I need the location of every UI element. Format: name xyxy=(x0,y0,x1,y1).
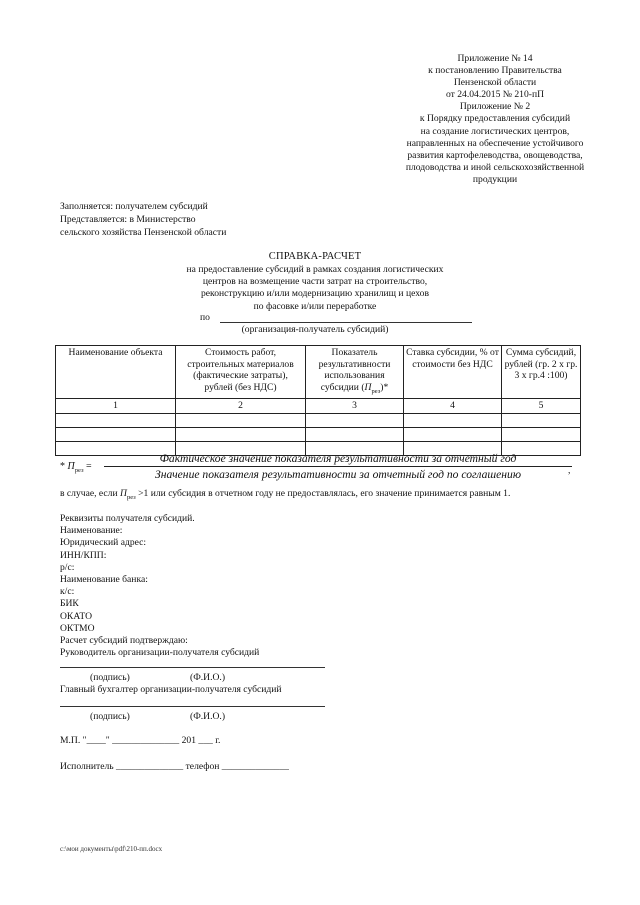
subtitle-line: на предоставление субсидий в рамках создания логистических xyxy=(186,264,444,275)
filled-by: Заполняется: получателем субсидий xyxy=(60,201,208,212)
fill-info xyxy=(60,200,226,239)
note-subscript: рез xyxy=(126,493,136,501)
performance-formula xyxy=(60,452,620,486)
table-row[interactable] xyxy=(56,427,581,441)
executor-phone-line[interactable]: Исполнитель ______________ телефон ______________ xyxy=(60,761,289,772)
organization-underline[interactable] xyxy=(220,322,472,323)
formula-denominator: Значение показателя результативности за отчетный год по соглашению xyxy=(155,468,521,481)
col-header-performance-tail: )* xyxy=(380,381,389,393)
header-line: на создание логистических центров, xyxy=(420,125,570,137)
requisites-title: Реквизиты получателя субсидий. xyxy=(60,513,195,524)
col-number: 1 xyxy=(56,399,176,414)
table-cell[interactable] xyxy=(404,427,502,441)
column-number-row xyxy=(56,399,581,414)
table-cell[interactable] xyxy=(306,413,404,427)
note-pre: в случае, если xyxy=(60,488,120,499)
header-line: Приложение № 2 xyxy=(459,101,531,113)
col-header-object: Наименование объекта xyxy=(56,346,176,399)
requisite-bank[interactable]: Наименование банка: xyxy=(60,574,148,586)
p-rez-symbol: П xyxy=(364,381,372,393)
document-subtitle xyxy=(150,264,480,313)
accountant-signature-caption: (подпись) xyxy=(90,711,130,722)
head-fio-caption: (Ф.И.О.) xyxy=(190,672,226,683)
head-signature-caption: (подпись) xyxy=(90,672,130,683)
formula-equals: = xyxy=(86,461,92,472)
p-rez-subscript: рез xyxy=(371,387,381,395)
table-cell[interactable] xyxy=(56,413,176,427)
header-line: направленных на обеспечение устойчивого xyxy=(406,137,584,149)
document-title: СПРАВКА-РАСЧЕТ xyxy=(268,251,362,262)
confirm-text: Расчет субсидий подтверждаю: xyxy=(60,635,188,647)
accountant-fio-caption: (Ф.И.О.) xyxy=(190,711,226,722)
formula-numerator: Фактическое значение показателя результативности за отчетный год xyxy=(104,452,572,467)
note-post: >1 или субсидия в отчетном году не предоставлялась, его значение принимается равным 1. xyxy=(135,488,511,499)
table-cell[interactable] xyxy=(306,427,404,441)
subtitle-line: реконструкцию и/или модернизацию хранилищ и цехов xyxy=(200,288,429,300)
col-number: 5 xyxy=(502,399,581,414)
submitted-to: Представляется: в Министерство xyxy=(60,214,196,225)
accountant-signature-line[interactable] xyxy=(60,706,325,707)
table-cell[interactable] xyxy=(176,427,306,441)
col-header-rate: Ставка субсидии, % от стоимости без НДС xyxy=(404,346,502,399)
annex-header xyxy=(360,53,630,186)
po-label: по xyxy=(200,312,210,323)
table-cell[interactable] xyxy=(56,427,176,441)
requisite-corr-account[interactable]: к/с: xyxy=(60,586,75,598)
col-header-sum: Сумма субсидий, рублей (гр. 2 х гр. 3 х гр.4 :100) xyxy=(502,346,581,399)
table-cell[interactable] xyxy=(404,413,502,427)
formula-fraction xyxy=(104,452,572,481)
col-header-performance xyxy=(306,346,404,399)
table-cell[interactable] xyxy=(502,413,581,427)
header-line: плодоводства и иной сельскохозяйственной xyxy=(405,161,585,173)
col-number: 3 xyxy=(306,399,404,414)
requisite-account[interactable]: р/с: xyxy=(60,561,75,573)
header-line: к постановлению Правительства xyxy=(428,65,562,77)
requisite-inn-kpp[interactable]: ИНН/КПП: xyxy=(60,549,107,561)
head-of-organization: Руководитель организации-получателя субсидий xyxy=(60,647,260,659)
header-line: от 24.04.2015 № 210-пП xyxy=(445,89,545,101)
calculation-table xyxy=(55,345,581,456)
subtitle-line: центров на возмещение части затрат на строительство, xyxy=(202,276,428,288)
head-signature-line[interactable] xyxy=(60,667,325,668)
col-header-cost: Стоимость работ, строительных материалов (фактические затраты), рублей (без НДС) xyxy=(176,346,306,399)
file-path: c:\мои документы\pdf\210-пп.docx xyxy=(60,845,163,853)
stamp-date-line[interactable]: М.П. "____" ______________ 201 ___ г. xyxy=(60,735,221,746)
header-line: Пензенской области xyxy=(453,77,537,89)
requisite-bik[interactable]: БИК xyxy=(60,598,79,610)
col-header-performance-text: Показатель результативности использования субсидии ( xyxy=(318,347,391,393)
formula-symbol: П xyxy=(67,461,75,472)
formula-subscript: рез xyxy=(74,467,84,474)
table-row[interactable] xyxy=(56,413,581,427)
formula-comma: , xyxy=(568,465,571,476)
header-line: к Порядку предоставления субсидий xyxy=(419,113,571,125)
organization-caption: (организация-получатель субсидий) xyxy=(241,324,389,335)
subtitle-line: по фасовке и/или переработке xyxy=(253,300,377,312)
table-cell[interactable] xyxy=(176,413,306,427)
col-number: 4 xyxy=(404,399,502,414)
requisite-address[interactable]: Юридический адрес: xyxy=(60,537,147,549)
note-symbol: П xyxy=(120,488,127,499)
requisite-okato[interactable]: ОКАТО xyxy=(60,610,93,622)
formula-star: * xyxy=(60,461,65,472)
formula-note xyxy=(60,488,510,501)
col-number: 2 xyxy=(176,399,306,414)
submitted-to-cont: сельского хозяйства Пензенской области xyxy=(60,227,227,238)
requisite-name[interactable]: Наименование: xyxy=(60,525,123,537)
formula-lhs xyxy=(60,461,92,474)
table-cell[interactable] xyxy=(502,427,581,441)
chief-accountant-label: Главный бухгалтер организации-получателя субсидий xyxy=(60,684,282,695)
header-line: развития картофелеводства, овощеводства, xyxy=(407,149,583,161)
header-line: продукции xyxy=(472,173,518,185)
recipient-requisites xyxy=(60,513,259,659)
requisite-oktmo[interactable]: ОКТМО xyxy=(60,622,95,634)
header-line: Приложение № 14 xyxy=(457,53,533,64)
